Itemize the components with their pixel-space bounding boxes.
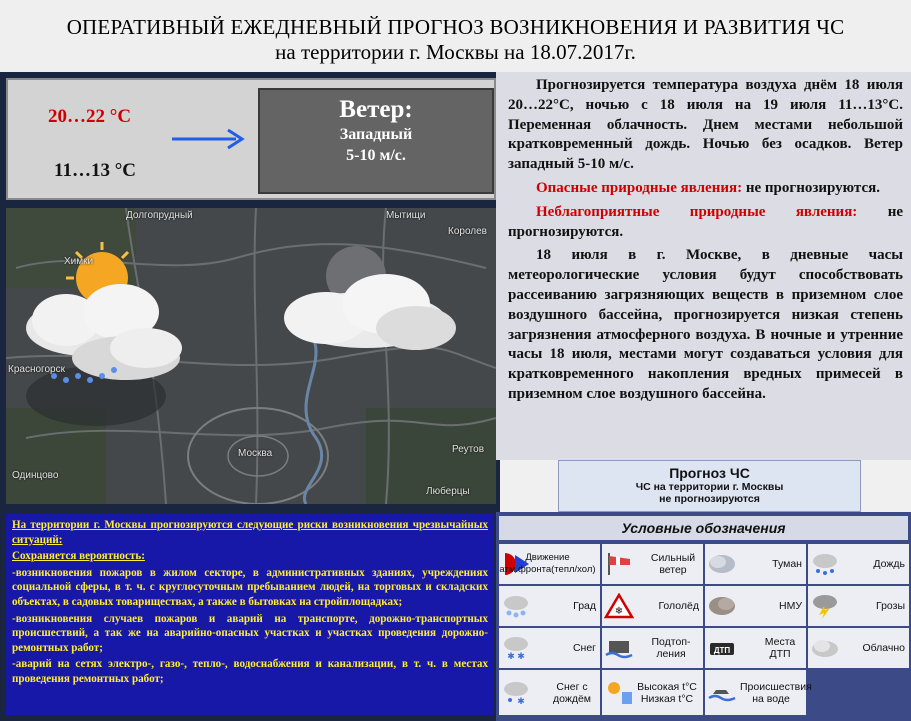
legend-strong-wind-label: Сильный ветер [650,552,696,576]
car-accident-icon [707,635,737,661]
legend-grid [499,544,908,720]
risk-item-utilities: -аварий на сетях электро-, газо-, тепло-, водоснабжения и канализации, в т. ч. в местах проведения ремонтных работ; [12,658,488,685]
legend-flood-label: Подтоп-ления [651,636,691,660]
legend-title: Условные обозначения [499,516,908,540]
map-label-odintsovo: Одинцово [12,470,59,481]
legend-temperature [602,670,703,715]
flood-icon [604,635,634,661]
legend-temperature-label [635,681,699,705]
risks-box [6,514,494,715]
fog-icon [707,551,737,577]
svg-text:❄: ❄ [614,606,624,617]
forecast-danger [508,179,903,199]
map-label-reutov: Реутов [452,444,485,455]
legend-nmu [705,586,806,626]
arrow-right-icon [170,126,250,152]
wind-direction: Западный [339,126,413,143]
forecast-weather: Прогнозируется температура воздуха днём 18 июля 20…22°С, ночью с 18 июля на 19 июля 11…13°С. Переменная облачность. Днем местами небольшой кратковременный дождь. Ночью без осадков. Ветер западный 5-10 м/с. [508,77,903,173]
legend-temp-low: Низкая t°C [640,692,694,705]
risk-item-transport: -возникновения случаев пожаров и аварий на транспорте, дорожно-транспортных происшествий, а так же на аварийно-опасных участках и участках проведения дорожно-ремонтных работ; [12,612,488,654]
map-label-dolgoprudny: Долгопрудный [126,210,193,221]
map-label-khimki: Химки [64,256,94,267]
header-subtitle: на территории г. Москвы на 18.07.2017г. [275,40,636,64]
danger-text: не прогнозируются. [745,179,881,196]
moscow-map [6,208,496,504]
map-label-lyubertsy: Люберцы [426,486,470,497]
wind-sock-icon [604,551,634,577]
wind-title: Ветер: [339,96,413,123]
legend-hail-label: Град [573,600,596,612]
legend-dtp-label: Места ДТП [764,636,796,660]
ice-warning-icon [604,593,634,619]
legend-hail [499,586,600,626]
svg-text:✱ ✱: ✱ ✱ [507,651,525,661]
legend-front [499,544,600,584]
legend-fog [705,544,806,584]
legend-storm [808,586,909,626]
water-incident-icon [707,680,737,706]
hail-icon [501,593,531,619]
night-temperature: 11…13 °С [54,160,137,181]
legend-nmu-label: НМУ [779,600,802,612]
legend-storm-label: Грозы [875,600,905,612]
sleet-icon [501,680,531,706]
legend-cloudy-label: Облачно [862,642,905,654]
map-label-moskva: Москва [238,448,273,459]
risks-subtitle: Сохраняется вероятность: [12,550,145,563]
header-title: ОПЕРАТИВНЫЙ ЕЖЕДНЕВНЫЙ ПРОГНОЗ ВОЗНИКНОВЕНИЯ И РАЗВИТИЯ ЧС [66,15,845,39]
danger-label: Опасные природные явления: [536,179,743,196]
forecast-text [496,72,911,460]
legend-water [705,670,812,715]
legend-snow-label: Снег [572,642,596,654]
chs-line2: не прогнозируются [659,493,760,505]
snow-icon [501,635,531,661]
legend-dtp [705,628,806,668]
risks-intro: На территории г. Москвы прогнозируются следующие риски возникновения чрезвычайных ситуаций: [12,519,488,546]
chs-title: Прогноз ЧС [669,465,750,481]
legend [496,512,911,721]
legend-ice-label: Гололёд [658,600,699,612]
legend-cloudy [808,628,909,668]
legend-snow [499,628,600,668]
svg-text:ДТП: ДТП [713,646,731,655]
legend-strong-wind [602,544,703,584]
legend-sleet-label: Снег с дождём [552,680,592,705]
chs-forecast-box [558,460,861,512]
wind-box [258,88,494,194]
map-label-krasnogorsk: Красногорск [8,364,65,375]
legend-flood [602,628,703,668]
thunderstorm-icon [810,593,840,619]
unfavorable-text: не прогнозируются. [508,203,903,240]
left-column [0,72,500,721]
temperature-panel [6,78,496,200]
chs-line1: ЧС на территории г. Москвы [635,481,784,493]
day-temperature: 20…22 °С [48,106,132,127]
legend-water-label: Происшествия на воде [740,680,812,705]
thermometer-icon [604,680,634,706]
wind-speed: 5-10 м/с. [346,147,406,164]
map-image [6,208,496,504]
map-label-mytishchi: Мытищи [386,210,426,221]
smog-icon [707,593,737,619]
legend-rain [808,544,909,584]
forecast-unfavorable [508,203,903,243]
legend-fog-label: Туман [772,558,802,570]
legend-front-label: Движение атм.фронта(тепл/хол) [499,552,596,575]
legend-rain-label: Дождь [873,558,905,570]
forecast-air: 18 июля в г. Москве, в дневные часы метеорологические условия будут способствовать рассеиванию загрязняющих веществ в приземном слое воздушного бассейна, прогнозируется низкая степень загрязнения атмосферного воздуха. В ночные и утренние часы 18 июля, местами могут создаваться условия для кратковременного накопления вредных примесей в приземном слое воздушного бассейна. [508,247,903,402]
legend-temp-high: Высокая t°C [637,680,697,693]
svg-text:✱: ✱ [517,695,525,706]
cloud-icon [810,635,840,661]
legend-ice [602,586,703,626]
map-label-korolev: Королев [448,226,487,237]
header [0,0,911,72]
rain-icon [810,551,840,577]
legend-sleet [499,670,600,715]
unfavorable-label: Неблагоприятные природные явления: [536,203,858,220]
risk-item-fire: -возникновения пожаров в жилом секторе, в административных зданиях, учреждениях социальной сферы, в т. ч. с круглосуточным пребыванием людей, на торговых и складских объектах, в садовых товариществах, а также в бытовках на стройплощадках; [12,566,488,608]
